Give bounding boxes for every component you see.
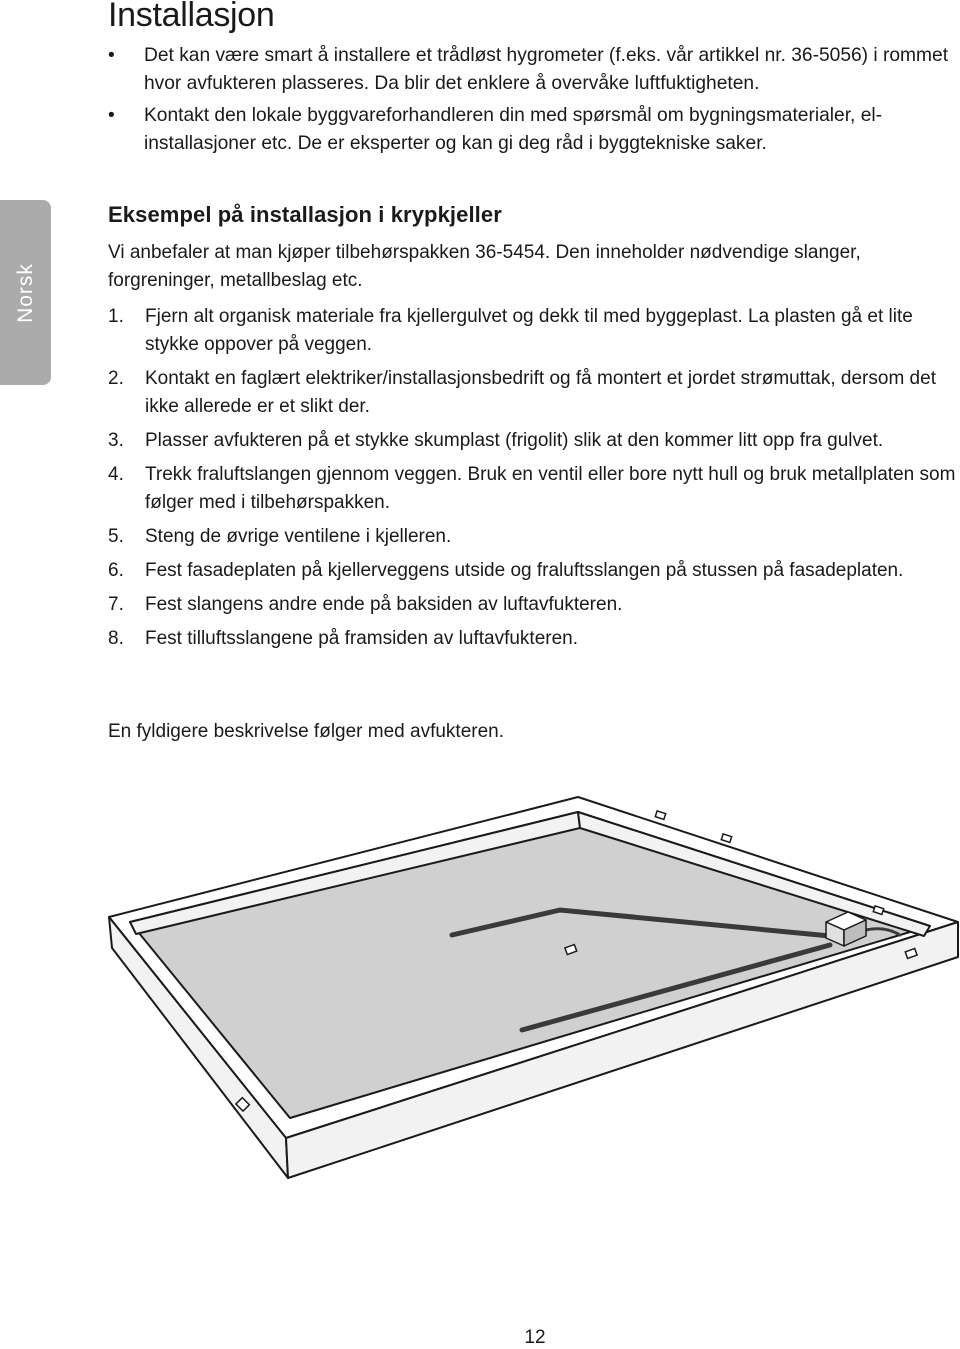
step-number: 5.	[108, 526, 124, 547]
step-number: 2.	[108, 368, 124, 389]
vent-icon	[655, 811, 665, 819]
list-item	[108, 461, 958, 517]
list-item	[108, 427, 958, 455]
crawlspace-illustration	[100, 795, 960, 1200]
bullet-text: Kontakt den lokale byggvareforhandleren din med spørsmål om bygningsmaterialer, el-installasjoner etc. De er eksperter og kan gi deg råd i byggtekniske saker.	[144, 105, 883, 154]
vent-icon	[721, 834, 731, 842]
step-number: 6.	[108, 560, 124, 581]
section-heading: Eksempel på installasjon i krypkjeller	[108, 202, 502, 227]
list-item	[108, 523, 958, 551]
step-text: Plasser avfukteren på et stykke skumplast (frigolit) slik at den kommer litt opp fra gulvet.	[145, 430, 884, 451]
step-text: Kontakt en faglært elektriker/installasjonsbedrift og få montert et jordet strømuttak, dersom det ikke allerede er et slikt der.	[145, 368, 936, 417]
list-item	[108, 303, 958, 359]
language-side-tab	[0, 200, 51, 385]
bullet-list	[108, 42, 953, 162]
step-number: 3.	[108, 430, 124, 451]
list-item	[108, 591, 958, 619]
bullet-marker: •	[108, 45, 115, 66]
step-text: Trekk fraluftslangen gjennom veggen. Bruk en ventil eller bore nytt hull og bruk metallplaten som følger med i tilbehørspakken.	[145, 464, 956, 513]
step-text: Steng de øvrige ventilene i kjelleren.	[145, 526, 452, 547]
list-item	[108, 365, 958, 421]
closing-note: En fyldigere beskrivelse følger med avfukteren.	[108, 721, 505, 742]
page-number: 12	[524, 1327, 546, 1348]
step-text: Fest slangens andre ende på baksiden av luftavfukteren.	[145, 594, 623, 615]
step-number: 1.	[108, 306, 124, 327]
step-text: Fest fasadeplaten på kjellerveggens utside og fraluftsslangen på stussen på fasadeplaten.	[145, 560, 904, 581]
list-item	[108, 625, 958, 653]
page-title: Installasjon	[108, 0, 275, 34]
step-number: 4.	[108, 464, 124, 485]
list-item	[108, 42, 953, 98]
step-number: 8.	[108, 628, 124, 649]
language-label: Norsk	[13, 262, 37, 323]
step-number: 7.	[108, 594, 124, 615]
bullet-marker: •	[108, 105, 115, 126]
step-text: Fjern alt organisk materiale fra kjellergulvet og dekk til med byggeplast. La plasten gå et lite stykke oppover på veggen.	[145, 306, 913, 355]
crawlspace-frame	[109, 797, 958, 1178]
section-intro: Vi anbefaler at man kjøper tilbehørspakken 36-5454. Den inneholder nødvendige slanger, forgreninger, metallbeslag etc.	[108, 242, 861, 291]
bullet-text: Det kan være smart å installere et trådløst hygrometer (f.eks. vår artikkel nr. 36-5056) i rommet hvor avfukteren plasseres. Da blir det enklere å overvåke luftfuktigheten.	[144, 45, 949, 94]
steps-list	[108, 303, 958, 659]
list-item	[108, 102, 953, 158]
list-item	[108, 557, 958, 585]
step-text: Fest tilluftsslangene på framsiden av luftavfukteren.	[145, 628, 579, 649]
